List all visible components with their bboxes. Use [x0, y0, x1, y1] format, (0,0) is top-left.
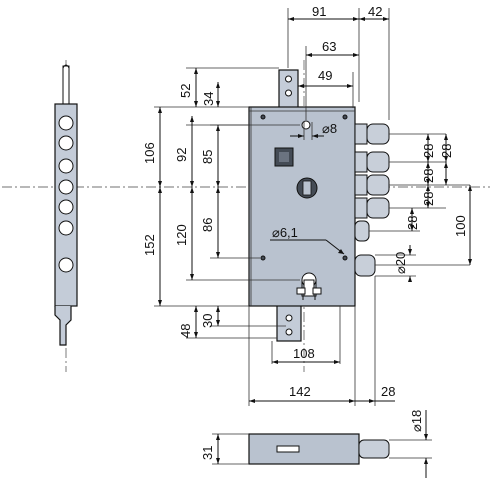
- dim-28-c: 28: [421, 191, 436, 206]
- dim-108: 108: [293, 346, 315, 361]
- dim-dia-20: ⌀20: [393, 251, 408, 274]
- side-bottom-rod: [55, 306, 71, 345]
- side-bolt-7: [59, 258, 73, 272]
- dim-28-e: 28: [405, 215, 420, 230]
- side-bolt-6: [59, 221, 73, 235]
- side-bolt-4: [59, 180, 73, 194]
- side-bolt-2: [59, 136, 73, 150]
- bolts: [355, 124, 389, 276]
- bottom-rod: [277, 305, 301, 341]
- dim-91: 91: [312, 4, 327, 19]
- dim-92: 92: [174, 147, 189, 162]
- plan-slot: [277, 446, 299, 452]
- dim-86: 86: [200, 217, 215, 232]
- side-bolt-3: [59, 159, 73, 173]
- dim-63: 63: [322, 39, 337, 54]
- side-view: [55, 65, 77, 345]
- lock-case: [249, 107, 355, 306]
- bolt-1: [367, 124, 389, 144]
- screw-bottom-left: [261, 256, 265, 260]
- dim-106: 106: [142, 142, 157, 164]
- bolt-latch: [355, 255, 375, 276]
- dim-28-b: 28: [421, 168, 436, 183]
- dim-100: 100: [453, 215, 468, 237]
- screw-top-right: [343, 115, 347, 119]
- front-view: [249, 70, 389, 341]
- bolt-2: [367, 152, 389, 172]
- dim-31: 31: [200, 445, 215, 460]
- dim-49: 49: [318, 68, 333, 83]
- side-bolt-1: [59, 116, 73, 130]
- bolt-small: [355, 221, 369, 241]
- dim-85: 85: [200, 149, 215, 164]
- dim-dia-6-1: ⌀6,1: [272, 225, 298, 240]
- plan-view: [200, 410, 432, 478]
- dim-dia-8: ⌀8: [322, 121, 338, 136]
- screw-top-left: [261, 115, 265, 119]
- dim-120: 120: [174, 224, 189, 246]
- side-top-rod: [63, 66, 69, 104]
- dim-28-a: 28: [421, 143, 436, 158]
- dim-48: 48: [178, 323, 193, 338]
- plan-case: [249, 434, 359, 464]
- dim-28-d: 28: [439, 143, 454, 158]
- bolt-3: [367, 175, 389, 195]
- dim-34: 34: [201, 91, 216, 106]
- dim-152: 152: [142, 234, 157, 256]
- dim-30: 30: [200, 313, 215, 328]
- dim-52: 52: [178, 83, 193, 98]
- top-hole: [302, 121, 310, 129]
- side-bolt-5: [59, 200, 73, 214]
- bolt-4: [367, 198, 389, 218]
- dim-dia-18: ⌀18: [409, 409, 424, 432]
- dim-28-throw: 28: [381, 384, 396, 399]
- plan-bolt: [359, 440, 389, 458]
- screw-bottom-right: [343, 256, 347, 260]
- dim-142: 142: [289, 384, 311, 399]
- bolt-housing-1: [355, 124, 367, 144]
- dim-42: 42: [368, 4, 383, 19]
